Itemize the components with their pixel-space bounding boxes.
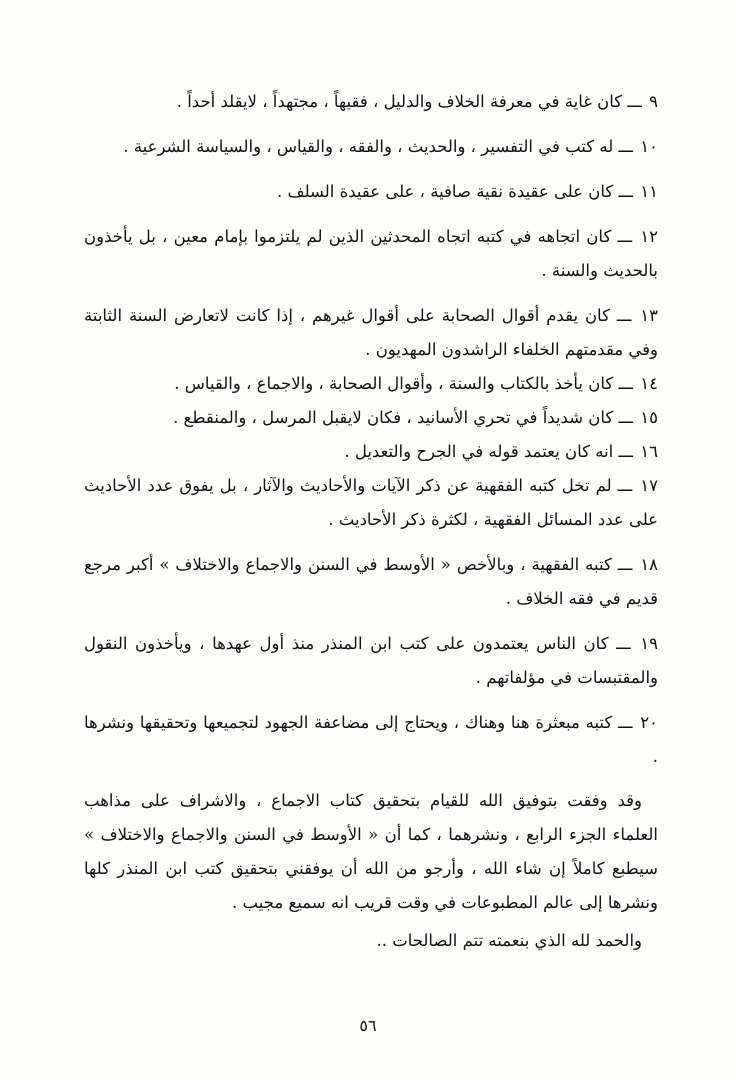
list-item: ١٦ ـــ انه كان يعتمد قوله في الجرح والتعديل .	[344, 442, 658, 461]
conclusion-paragraph: وقد وفقت بتوفيق الله للقيام بتحقيق كتاب الاجماع ، والاشراف على مذاهب العلماء الجزء الرابع ، ونشرهما ، كما أن « الأوسط في السنن والاجماع والاختلاف » سيطبع كاملاً إن شاء الله ، وأرجو من الله أن يوفقني بتحقيق كتب ابن المنذر كلها ونشرها إلى عالم المطبوعات في وقت قريب انه سميع مجيب .	[84, 791, 658, 912]
item-text: كتبه الفقهية ، وبالأخص « الأوسط في السنن والاجماع والاختلاف » أكبر مرجع قديم في فقه الخلاف .	[84, 555, 658, 608]
closing-line: والحمد لله الذي بنعمته تتم الصالحات ..	[376, 931, 642, 950]
item-text: لم تخل كتبه الفقهية عن ذكر الآيات والأحاديث والآثار ، بل يفوق عدد الأحاديث على عدد المسائل الفقهية ، لكثرة ذكر الأحاديث .	[84, 476, 658, 529]
item-number: ٢٠	[640, 713, 658, 732]
item-text: كان يأخذ بالكتاب والسنة ، وأقوال الصحابة ، والاجماع ، والقياس .	[174, 374, 614, 393]
list-item: ١٧ ـــ لم تخل كتبه الفقهية عن ذكر الآيات والأحاديث والآثار ، بل يفوق عدد الأحاديث على عدد المسائل الفقهية ، لكثرة ذكر الأحاديث .	[84, 476, 658, 529]
item-number: ١١	[640, 182, 658, 201]
item-number: ١٥	[640, 408, 658, 427]
list-item: ١٤ ـــ كان يأخذ بالكتاب والسنة ، وأقوال الصحابة ، والاجماع ، والقياس .	[174, 374, 658, 393]
item-text: كتبه مبعثرة هنا وهناك ، ويحتاج إلى مضاعفة الجهود لتجميعها وتحقيقها ونشرها .	[84, 713, 658, 766]
item-number: ١٣	[640, 306, 659, 325]
page-number: ٥٦	[359, 1016, 377, 1035]
list-item: ١٥ ـــ كان شديداً في تحري الأسانيد ، فكان لايقبل المرسل ، والمنقطع .	[173, 408, 658, 427]
item-number: ١٠	[640, 137, 658, 156]
item-number: ١٨	[640, 555, 658, 574]
list-item: ١٨ ـــ كتبه الفقهية ، وبالأخص « الأوسط في السنن والاجماع والاختلاف » أكبر مرجع قديم في فقه الخلاف .	[84, 555, 658, 608]
item-text: كان اتجاهه في كتبه اتجاه المحدثين الذين لم يلتزموا بإمام معين ، بل يأخذون بالحديث والسنة .	[84, 227, 658, 280]
item-number: ١٧	[640, 476, 658, 495]
item-number: ١٢	[640, 227, 658, 246]
item-text: كان يقدم أقوال الصحابة على أقوال غيرهم ، إذا كانت لاتعارض السنة الثابتة وفي مقدمتهم الخلفاء الراشدون المهديون .	[84, 306, 658, 359]
item-number: ٩	[649, 92, 658, 111]
list-item: ٢٠ ـــ كتبه مبعثرة هنا وهناك ، ويحتاج إلى مضاعفة الجهود لتجميعها وتحقيقها ونشرها .	[84, 713, 658, 766]
item-text: انه كان يعتمد قوله في الجرح والتعديل .	[344, 442, 614, 461]
item-text: كان غاية في معرفة الخلاف والدليل ، فقيهاً ، مجتهداً ، لايقلد أحداً .	[176, 92, 623, 111]
item-text: كان الناس يعتمدون على كتب ابن المنذر منذ أول عهدها ، ويأخذون النقول والمقتبسات في مؤلفاتهم .	[84, 634, 658, 687]
item-text: كان شديداً في تحري الأسانيد ، فكان لايقبل المرسل ، والمنقطع .	[173, 408, 614, 427]
item-text: كان على عقيدة نقية صافية ، على عقيدة السلف .	[277, 182, 614, 201]
list-item: ١١ ـــ كان على عقيدة نقية صافية ، على عقيدة السلف .	[277, 182, 658, 201]
item-text: له كتب في التفسير ، والحديث ، والفقه ، والقياس ، والسياسة الشرعية .	[123, 137, 614, 156]
item-number: ١٩	[640, 634, 658, 653]
list-item: ١٣ ـــ كان يقدم أقوال الصحابة على أقوال غيرهم ، إذا كانت لاتعارض السنة الثابتة وفي مقدمتهم الخلفاء الراشدون المهديون .	[84, 306, 659, 359]
item-number: ١٤	[640, 374, 658, 393]
list-item: ١٩ ـــ كان الناس يعتمدون على كتب ابن المنذر منذ أول عهدها ، ويأخذون النقول والمقتبسات في مؤلفاتهم .	[84, 634, 658, 687]
list-item: ١٢ ـــ كان اتجاهه في كتبه اتجاه المحدثين الذين لم يلتزموا بإمام معين ، بل يأخذون بالحديث والسنة .	[84, 227, 658, 280]
list-item: ٩ ـــ كان غاية في معرفة الخلاف والدليل ، فقيهاً ، مجتهداً ، لايقلد أحداً .	[176, 92, 658, 111]
body-text	[84, 0, 658, 958]
list-item: ١٠ ـــ له كتب في التفسير ، والحديث ، والفقه ، والقياس ، والسياسة الشرعية .	[123, 137, 658, 156]
item-number: ١٦	[640, 442, 658, 461]
